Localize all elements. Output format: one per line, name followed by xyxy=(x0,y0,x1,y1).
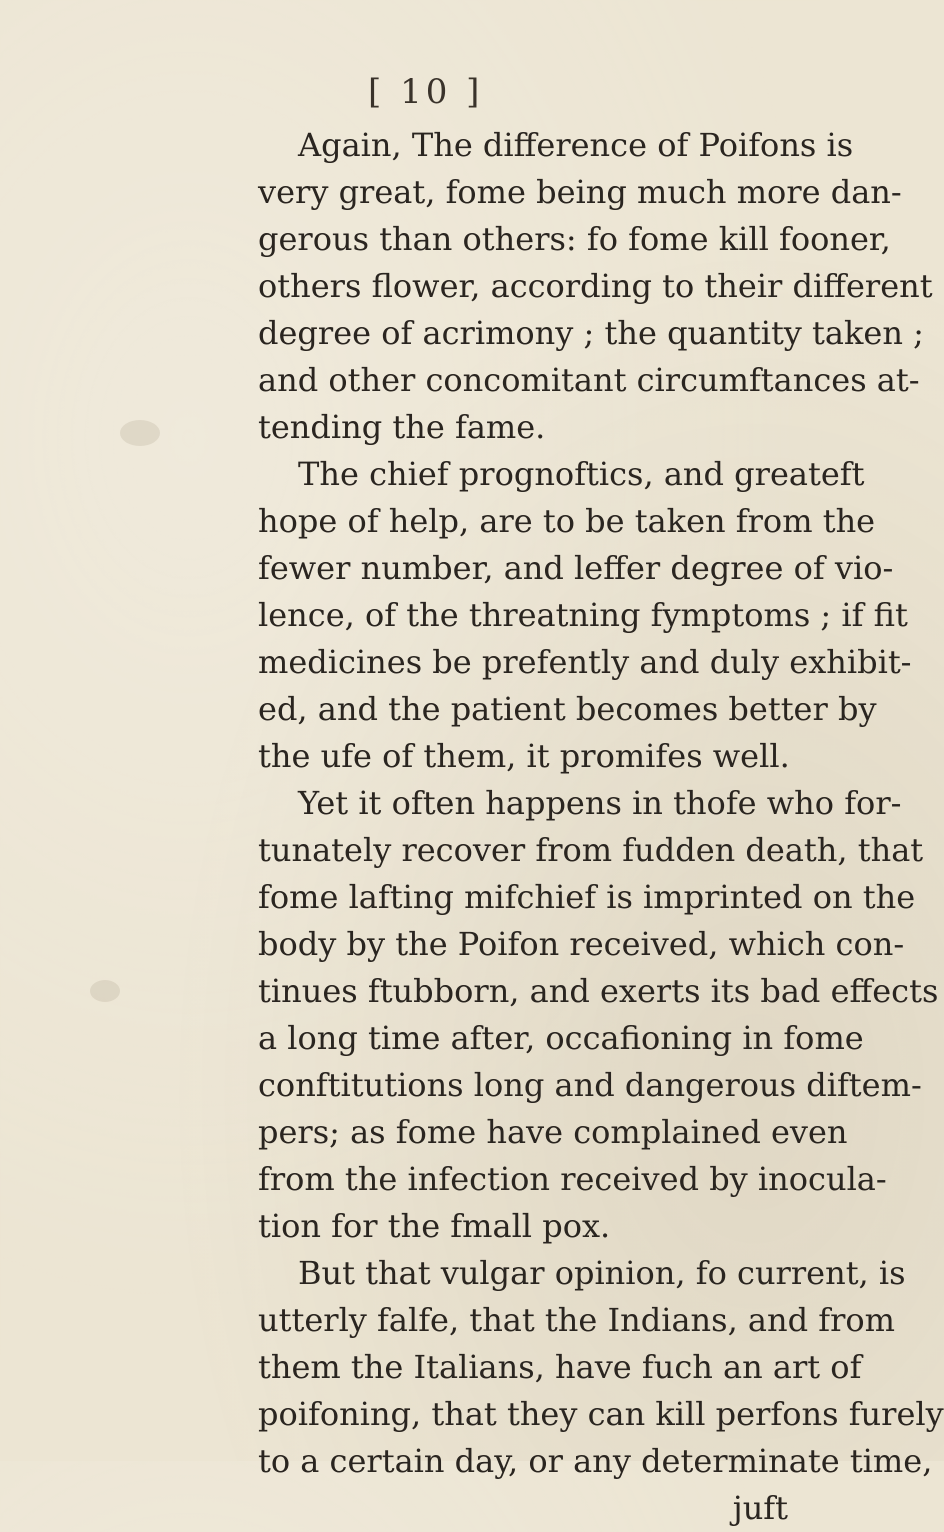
text-line: fewer number, and leffer degree of vio- xyxy=(258,549,894,587)
text-line: them the Italians, have fuch an art of xyxy=(258,1348,862,1386)
text-line: gerous than others: fo fome kill fooner, xyxy=(258,220,891,258)
text-line: to a certain day, or any determinate time, xyxy=(258,1442,933,1480)
paper-stain xyxy=(90,980,120,1002)
text-line: tending the fame. xyxy=(258,408,546,446)
text-line: poifoning, that they can kill perfons furely xyxy=(258,1395,944,1433)
text-line: and other concomitant circumftances at- xyxy=(258,361,920,399)
text-line: lence, of the threatning fymptoms ; if fit xyxy=(258,596,908,634)
text-line: from the infection received by inocula- xyxy=(258,1160,887,1198)
text-line: medicines be prefently and duly exhibit- xyxy=(258,643,912,681)
text-line: a long time after, occafioning in fome xyxy=(258,1019,864,1057)
text-line: pers; as fome have complained even xyxy=(258,1113,848,1151)
text-line: tinues ftubborn, and exerts its bad effects xyxy=(258,972,939,1010)
text-line: others flower, according to their different xyxy=(258,267,933,305)
page-number: [ 10 ] xyxy=(368,72,484,112)
paper-stain xyxy=(120,420,160,446)
text-line: tion for the fmall pox. xyxy=(258,1207,611,1245)
text-line: Yet it often happens in thofe who for- xyxy=(298,784,902,822)
text-line: ed, and the patient becomes better by xyxy=(258,690,877,728)
text-line: fome lafting mifchief is imprinted on the xyxy=(258,878,916,916)
catchword: juft xyxy=(732,1489,788,1527)
text-line: hope of help, are to be taken from the xyxy=(258,502,876,540)
text-line: degree of acrimony ; the quantity taken ; xyxy=(258,314,924,352)
text-line: utterly falfe, that the Indians, and from xyxy=(258,1301,895,1339)
text-line: body by the Poifon received, which con- xyxy=(258,925,905,963)
text-line: the ufe of them, it promifes well. xyxy=(258,737,790,775)
text-line: The chief prognoftics, and greateft xyxy=(298,455,865,493)
text-line: very great, fome being much more dan- xyxy=(258,173,902,211)
text-line: tunately recover from fudden death, that xyxy=(258,831,924,869)
text-line: conftitutions long and dangerous diftem- xyxy=(258,1066,922,1104)
text-line: Again, The difference of Poifons is xyxy=(298,126,854,164)
text-line: But that vulgar opinion, fo current, is xyxy=(298,1254,906,1292)
